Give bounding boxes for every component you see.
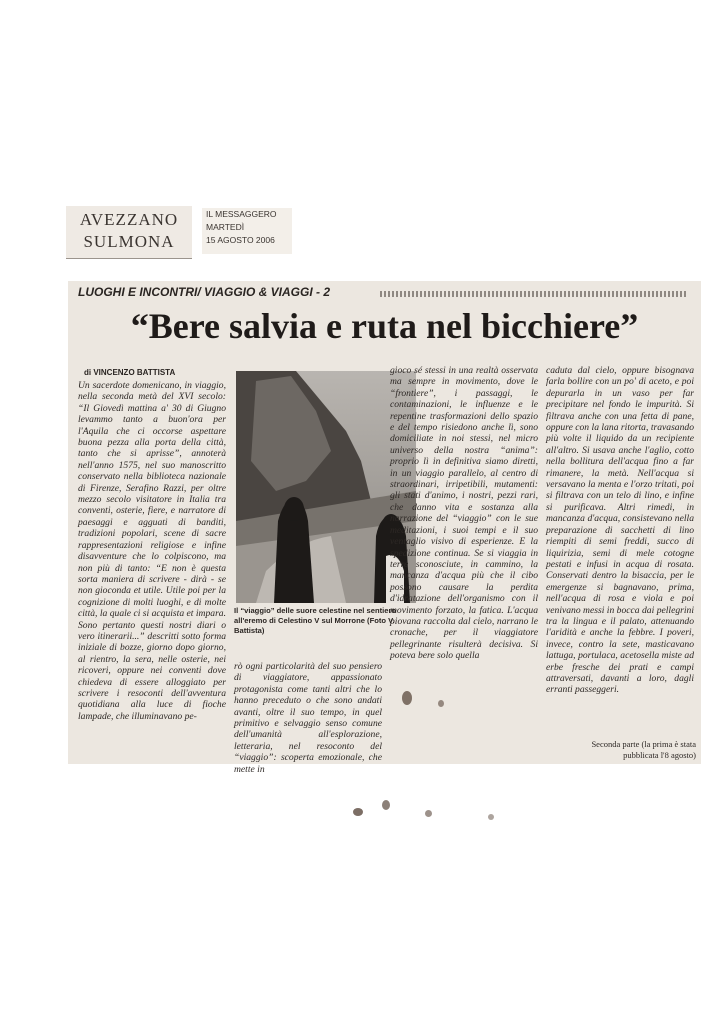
article-column-1 (78, 380, 226, 764)
column-4-text: caduta dal cielo, oppure bisognava farla bollire con un po' di aceto, e poi depurarla in un vaso per far precipitare nel fondo le impurità. Si filtrava anche con una fetta di pane, oppure con la lana ritorta, travasando più volte il liquido da un recipiente all'altro. Si usava anche l'aglio, cotto nella bollitura dell'acqua fino a far rimanere, la metà. Nell'acqua si versavano la menta e l'orzo tritati, poi si filtrava con un telo di lino, e infine si purificava. Altri rimedi, in mancanza d'acqua, consistevano nella preparazione di sacchetti di lino riempiti di semi freddi, succo di liquirizia, semi di mele cotogne pestati e infusi in acqua di rosata. Conservati dentro la bisaccia, per le emergenze si bagnavano, prima, nell'acqua di rosa e viola e poi venivano messi in bocca dai pellegrini tra la lingua e il palato, attenuando l'aridità e anche la febbre. I poveri, invece, contro la sete, masticavano lattuga, portulaca, acetosella miste ad erbe fresche dei prati e campi attraversati, davanti a loro, dagli erranti passeggeri. (546, 365, 694, 696)
kicker-rule (380, 291, 686, 297)
stain-mark (438, 700, 444, 707)
stain-mark (425, 810, 432, 817)
edition-line-1: AVEZZANO (79, 210, 179, 229)
publication-date: 15 AGOSTO 2006 (206, 235, 275, 245)
weekday: MARTEDÌ (206, 222, 245, 232)
publication-info (202, 208, 292, 254)
stain-mark (488, 814, 494, 820)
stain-mark (382, 800, 390, 810)
photo-caption: Il “viaggio” delle suore celestine nel sentiero all'eremo di Celestino V sul Morrone (Foto V. Battista) (234, 606, 397, 635)
article-column-3 (390, 365, 538, 761)
edition-label (66, 206, 192, 259)
stain-mark (402, 691, 412, 705)
byline: di VINCENZO BATTISTA (84, 368, 176, 377)
headline: “Bere salvia e ruta nel bicchiere” (130, 306, 639, 346)
article-clipping (68, 281, 701, 775)
article-photo (236, 371, 416, 603)
column-1-text: Un sacerdote domenicano, in viaggio, nella seconda metà del XVI secolo: “Il Giovedì mattina a' 30 di Giugno levammo tanto a buon'ora per l'Aquila che ci occorse aspettare buona pezza alla porta della città, tanto che si aprisse”, annoterà nell'anno 1575, nel suo manoscritto conservato nella biblioteca nazionale di Firenze, Serafino Razzi, per oltre mezzo secolo visitatore in Italia tra conventi, osterie, fiere, e narratore di paesaggi e agguati di banditi, tradizioni popolari, scene di sacre rappresentazioni religiose e infine disavventure che lo colpiscono, ma non più di tanto: “E non è questa sorta maniera di scrivere - dirà - se non gioconda et utile. Utile poi per la cognizione di molti luoghi, e di molte città, la quale ci si acquista et impara. Sono pertanto questi nostri diari o vero itinerarii...” descritti sotto forma iniziale di bozze, giorno dopo giorno, al rientro, la sera, nelle osterie, nei ricoveri, oppure nei conventi dove chiedeva di essere alloggiato per scrivere i resoconti dell'avventura quotidiana alla luce di fioche lampade, che illuminavano pe- (78, 380, 226, 722)
column-2-text: rò ogni particolarità del suo pensiero di viaggiatore, appassionato protagonista come tanti altri che lo hanno preceduto o che sono andati avanti, oltre il suo tempo, in quel primitivo e selvaggio senso comune dell'umanità all'esplorazione, letteraria, nel resoconto del “viaggio”: scoperta emozionale, che mette in (234, 661, 382, 775)
article-column-4 (546, 365, 694, 737)
edition-line-2: SULMONA (83, 232, 175, 251)
column-3-text: gioco sé stessi in una realtà osservata ma sempre in movimento, dove le “frontiere”, i passaggi, le contaminazioni, le influenze e le repentine trasformazioni dello spazio e del tempo risiedono anche lì, sono domiciliate in noi stessi, nel micro universo della nostra “anima”: proprio lì in definitiva siamo diretti, in un viaggio parallelo, al centro di straordinari, irripetibili, mutamenti: gli stati d'animo, i nostri, pezzi rari, che danno vita e sostanza alla narrazione del “viaggio” con le sue meditazioni, i suoi tempi e il suo ventaglio visivo di esperienze. E la spedizione continua. Se si viaggia in terre sconosciute, in cammino, la mancanza d'acqua più che il cibo possono causare la perdita d'idratazione dell'organismo con il movimento forzato, la fatica. L'acqua piovana raccolta dal cielo, narrano le cronache, per il viaggiatore pellegrinante risulterà decisiva. Si poteva bere solo quella (390, 365, 538, 662)
series-note: Seconda parte (la prima è stata pubblicata l'8 agosto) (591, 739, 696, 760)
stain-mark (353, 808, 363, 816)
photo-nuns-on-path (236, 371, 416, 603)
newspaper-name: IL MESSAGGERO (206, 209, 277, 219)
article-column-2 (234, 661, 382, 775)
section-kicker: LUOGHI E INCONTRI/ VIAGGIO & VIAGGI - 2 (78, 285, 331, 299)
